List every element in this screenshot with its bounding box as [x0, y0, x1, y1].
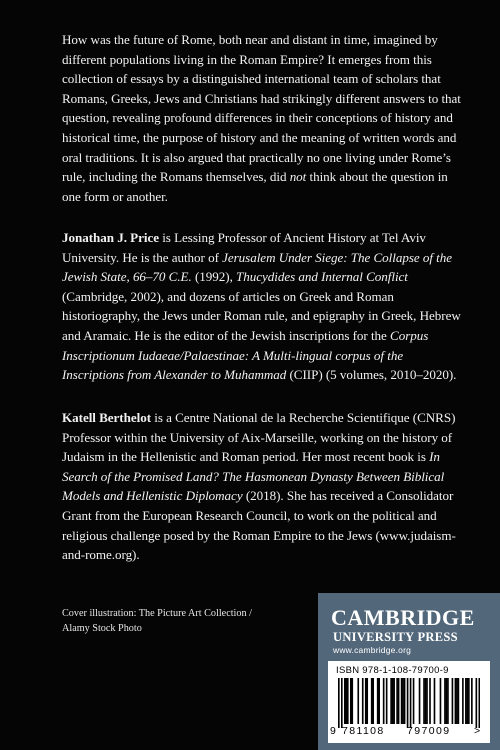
barcode-bar	[338, 678, 340, 728]
book-description	[62, 30, 462, 206]
barcode-bar	[372, 678, 374, 724]
credit-line-2: Alamy Stock Photo	[62, 623, 142, 634]
barcode-bar	[468, 678, 470, 724]
barcode-group-2: 797009	[407, 725, 451, 737]
barcode-bar	[396, 678, 398, 724]
publisher-logo-subname: UNIVERSITY PRESS	[333, 630, 458, 644]
barcode-bar	[378, 678, 380, 724]
credit-line-1: Cover illustration: The Picture Art Collection /	[62, 608, 252, 619]
author-bio-0-text-3: Thucydides and Internal Conflict	[236, 269, 408, 285]
description-text-1: not	[289, 169, 307, 185]
barcode-bar	[446, 678, 448, 724]
author-bio-1-text-0: is a Centre National de la Recherche Scientifique (CNRS) Professor within the University of Aix-Marseille, working on the history of Judaism in the Hellenistic and Roman period. Her most recent book is	[62, 410, 456, 465]
author-bio-1-text-2: (2018). She has received a Consolidator Grant from the European Research Council, to work on the political and religious challenge posed by the Roman Empire to the Jews (www.judaism-and-rome.org).	[62, 488, 456, 563]
barcode-arrow: >	[474, 725, 482, 737]
barcode-bar	[452, 678, 454, 724]
barcode-bar	[345, 678, 347, 724]
barcode-bar	[429, 678, 431, 724]
author-bio-berthelot	[62, 408, 462, 565]
barcode-bar	[351, 678, 353, 724]
barcode-bar	[344, 678, 346, 724]
barcode-bar	[404, 678, 406, 724]
barcode-icon	[338, 678, 480, 728]
description-text-0: How was the future of Rome, both near and distant in time, imagined by different populations living in the Roman Empire? It emerges from this collection of essays by a distinguished international team of scholars that Romans, Greeks, Jews and Christians had strikingly different answers to that question, revealing profound differences in their conceptions of history and historical time, the purpose of history and the meaning of written words and oral traditions. It is also argued that practically no one living under Rome’s rule, including the Romans themselves, did	[62, 32, 461, 185]
barcode-bar	[410, 678, 412, 728]
author-name: Katell Berthelot	[62, 410, 152, 425]
barcode-bar	[455, 678, 457, 724]
author-bio-1-text-1: In Search of the Promised Land? The Hasmonean Dynasty Between Biblical Models and Hellenistic Diplomacy	[62, 449, 445, 504]
barcode-bar	[456, 678, 458, 724]
barcode-bar	[357, 678, 359, 724]
barcode-bar	[390, 678, 392, 724]
author-bio-0-text-5: Corpus Inscriptionum Iudaeae/Palaestinae: A Multi-lingual corpus of the Inscriptions from Alexander to Muhammad	[62, 327, 429, 383]
barcode-bar	[377, 678, 379, 724]
barcode-bar	[413, 678, 415, 724]
author-bio-0-text-6: (CIIP) (5 volumes, 2010–2020).	[286, 367, 457, 383]
description-text-2: think about the question in one form or another.	[62, 169, 448, 204]
barcode-bar	[440, 678, 442, 724]
author-bio-0-text-1: Jerusalem Under Siege: The Collapse of the Jewish State, 66–70 C.E.	[62, 249, 453, 285]
barcode-bar	[444, 678, 446, 724]
barcode-bar	[393, 678, 395, 724]
author-bio-0-text-0: is Lessing Professor of Ancient History at Tel Aviv University. He is the author of	[62, 230, 426, 265]
barcode-bar	[365, 678, 367, 724]
publisher-logo-name: CAMBRIDGE	[331, 605, 475, 630]
barcode-bar	[423, 678, 425, 724]
barcode-bar	[386, 678, 388, 724]
barcode-bar	[401, 678, 403, 724]
author-bio-0-text-4: (Cambridge, 2002), and dozens of articles on Greek and Roman historiography, the Jews under Roman rule, and epigraphy in Greek, Hebrew and Aramaic. He is the editor of the Jewish inscriptions for the	[62, 288, 461, 343]
barcode-bar	[447, 678, 449, 724]
barcode-bar	[350, 678, 352, 724]
barcode-bar	[366, 678, 368, 724]
barcode-bar	[347, 678, 349, 724]
barcode-bar	[471, 678, 473, 724]
author-bio-price	[62, 228, 462, 385]
author-name: Jonathan J. Price	[62, 230, 159, 245]
barcode-bar	[398, 678, 400, 724]
barcode-group-1: 781108	[342, 725, 385, 737]
barcode-bar	[479, 678, 480, 728]
barcode-bar	[407, 678, 409, 728]
barcode-first-digit: 9	[330, 725, 338, 737]
publisher-url: www.cambridge.org	[333, 645, 412, 655]
barcode-bar	[476, 678, 478, 728]
barcode-bar	[402, 678, 404, 724]
barcode-bar	[371, 678, 373, 724]
barcode-bar	[383, 678, 385, 724]
publisher-panel	[318, 593, 500, 750]
barcode-bar	[425, 678, 427, 724]
barcode-bar	[467, 678, 469, 724]
barcode-bar	[341, 678, 343, 728]
author-bio-0-text-2: (1992),	[191, 269, 237, 285]
isbn-barcode-box	[328, 661, 490, 743]
isbn-label: ISBN 978-1-108-79700-9	[336, 665, 449, 676]
barcode-bar	[465, 678, 467, 724]
barcode-bar	[362, 678, 364, 724]
cover-illustration-credit	[62, 606, 282, 636]
barcode-bar	[392, 678, 394, 724]
barcode-bar	[426, 678, 428, 724]
barcode-bar	[419, 678, 421, 724]
barcode-bar	[434, 678, 436, 724]
barcode-bar	[458, 678, 460, 724]
barcode-bar	[462, 678, 464, 724]
